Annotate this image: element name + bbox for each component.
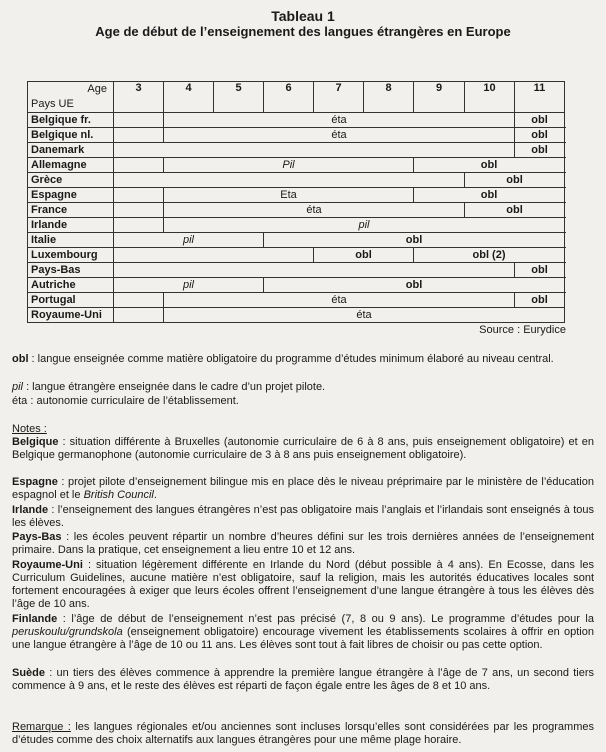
note-term: Irlande (12, 504, 49, 516)
status-cell: éta (164, 203, 465, 218)
note-suede (12, 667, 594, 693)
age-header-cell: 8 (364, 82, 414, 113)
status-cell: éta (164, 308, 565, 323)
pays-label: Pays UE (31, 98, 74, 110)
note-tail: (enseignement obligatoire) encourage vivement les établissements scolaires à offrir en option une langue étrangère à l’âge de 10 ou 11 ans. Les élèves sont tout à fait libres de choisir ou pas cette option. (12, 626, 594, 651)
note-finlande (12, 613, 594, 652)
status-cell: obl (264, 233, 565, 248)
status-cell: éta (164, 293, 515, 308)
document-title: Tableau 1 (271, 8, 335, 24)
status-cell: obl (515, 143, 565, 158)
table-row (28, 203, 565, 218)
status-cell: obl (465, 203, 565, 218)
empty-cell (114, 293, 164, 308)
status-cell: pil (164, 218, 565, 233)
document-subtitle: Age de début de l’enseignement des langues étrangères en Europe (95, 24, 511, 39)
note-text: : situation légèrement différente en Irlande du Nord (début possible à 4 ans). En Ecosse, dans les Curriculum Guidelines, aucune matière n’est obligatoire, sauf la religion, mais les autorités éducatives locales sont fortement encouragées à exiger que leurs écoles offrent l’enseignement d’une langue étrangère à tous les élèves dès l’âge de 10 ans. (12, 559, 594, 610)
status-cell: Pil (164, 158, 414, 173)
country-cell: Italie (28, 233, 114, 248)
age-header-cell: 10 (465, 82, 515, 113)
status-cell: obl (314, 248, 414, 263)
country-cell: Autriche (28, 278, 114, 293)
table-corner-cell (28, 82, 114, 113)
country-cell: Danemark (28, 143, 114, 158)
note-belgique (12, 436, 594, 462)
remark-label: Remarque : (12, 721, 71, 733)
notes-heading: Notes : (12, 423, 47, 435)
age-label: Age (87, 83, 107, 95)
empty-cell (114, 203, 164, 218)
age-header-cell: 3 (114, 82, 164, 113)
table-row (28, 233, 565, 248)
empty-cell (114, 188, 164, 203)
status-cell: obl (414, 188, 565, 203)
note-text: : l’enseignement des langues étrangères n’est pas obligatoire mais l’anglais et l’irlandais sont enseignés à tous les élèves. (12, 504, 594, 529)
legend-pil-term: pil (12, 381, 24, 393)
note-term: Suède (12, 667, 46, 679)
empty-cell (114, 143, 515, 158)
note-pays-bas (12, 531, 594, 557)
table-row (28, 218, 565, 233)
status-cell: obl (515, 128, 565, 143)
source-note: Source : Eurydice (479, 324, 566, 336)
status-cell: obl (515, 263, 565, 278)
note-irlande (12, 504, 594, 530)
note-text: : les écoles peuvent répartir un nombre d’heures défini sur les trois dernières années de l’enseignement primaire. Dans la pratique, cet enseignement a lieu entre 10 et 12 ans. (12, 531, 594, 556)
status-cell: obl (264, 278, 565, 293)
language-age-table (27, 81, 565, 323)
age-header-cell: 11 (515, 82, 565, 113)
status-cell: obl (2) (414, 248, 565, 263)
status-cell: obl (465, 173, 565, 188)
status-cell: pil (114, 278, 264, 293)
table-row (28, 143, 565, 158)
country-cell: Belgique fr. (28, 113, 114, 128)
table-row (28, 248, 565, 263)
note-term: Finlande (12, 613, 58, 625)
age-header-cell: 4 (164, 82, 214, 113)
note-term: Pays-Bas (12, 531, 62, 543)
legend-pil (12, 381, 592, 394)
status-cell: obl (414, 158, 565, 173)
empty-cell (114, 173, 465, 188)
status-cell: Eta (164, 188, 414, 203)
note-italic: peruskoulu/grundskola (12, 626, 123, 638)
age-header-cell: 9 (414, 82, 465, 113)
age-header-cell: 7 (314, 82, 364, 113)
empty-cell (114, 128, 164, 143)
table-row (28, 158, 565, 173)
empty-cell (114, 158, 164, 173)
empty-cell (114, 308, 164, 323)
age-header-cell: 5 (214, 82, 264, 113)
empty-cell (114, 218, 164, 233)
note-term: Royaume-Uni (12, 559, 83, 571)
table-row (28, 293, 565, 308)
legend-obl-term: obl (12, 353, 29, 365)
note-tail: . (153, 489, 157, 501)
note-espagne (12, 476, 594, 502)
country-cell: Allemagne (28, 158, 114, 173)
status-cell: obl (515, 113, 565, 128)
country-cell: Belgique nl. (28, 128, 114, 143)
note-text: : projet pilote d’enseignement bilingue mis en place dès le niveau préprimaire par le ministère de l’éducation espagnol et le (12, 476, 594, 501)
table-row (28, 308, 565, 323)
note-text: : l’âge de début de l’enseignement n’est pas précisé (7, 8 ou 9 ans). Le programme d’études pour la (57, 613, 594, 625)
empty-cell (114, 113, 164, 128)
country-cell: Grèce (28, 173, 114, 188)
country-cell: Irlande (28, 218, 114, 233)
note-italic: British Council (83, 489, 154, 501)
country-cell: Royaume-Uni (28, 308, 114, 323)
legend-obl-text: : langue enseignée comme matière obligatoire du programme d’études minimum élaboré au niveau central. (28, 353, 554, 365)
table-row (28, 173, 565, 188)
empty-cell (114, 263, 515, 278)
age-header-row (28, 82, 565, 113)
remark-text: les langues régionales et/ou anciennes sont incluses lorsqu’elles sont considérées par les programmes d’études comme des choix alternatifs aux langues étrangères pour une même plage horaire. (12, 721, 594, 746)
table-row (28, 113, 565, 128)
country-cell: Pays-Bas (28, 263, 114, 278)
note-royaume-uni (12, 559, 594, 611)
table-row (28, 263, 565, 278)
note-term: Belgique (12, 436, 59, 448)
legend-eta: éta : autonomie curriculaire de l’établissement. (12, 395, 239, 407)
legend-pil-text: : langue étrangère enseignée dans le cadre d’un projet pilote. (23, 381, 326, 393)
table-row (28, 188, 565, 203)
note-term: Espagne (12, 476, 58, 488)
legend-obl (12, 353, 592, 366)
remark (12, 721, 594, 747)
country-cell: Luxembourg (28, 248, 114, 263)
table-row (28, 278, 565, 293)
age-header-cell: 6 (264, 82, 314, 113)
country-cell: France (28, 203, 114, 218)
table-body (28, 113, 565, 323)
status-cell: obl (515, 293, 565, 308)
status-cell: éta (164, 113, 515, 128)
country-cell: Espagne (28, 188, 114, 203)
status-cell: pil (114, 233, 264, 248)
note-text: : situation différente à Bruxelles (autonomie curriculaire de 6 à 8 ans, puis enseignement obligatoire) et en Belgique germanophone (autonomie curriculaire de 3 à 8 ans puis enseignement obligatoire). (12, 436, 594, 461)
empty-cell (114, 248, 314, 263)
table-row (28, 128, 565, 143)
status-cell: éta (164, 128, 515, 143)
country-cell: Portugal (28, 293, 114, 308)
note-text: : un tiers des élèves commence à apprendre la première langue étrangère à l’âge de 7 ans, un second tiers commence à 9 ans, et le reste des élèves est réparti de façon égale entre les âges de 8 et 10 ans. (12, 667, 594, 692)
